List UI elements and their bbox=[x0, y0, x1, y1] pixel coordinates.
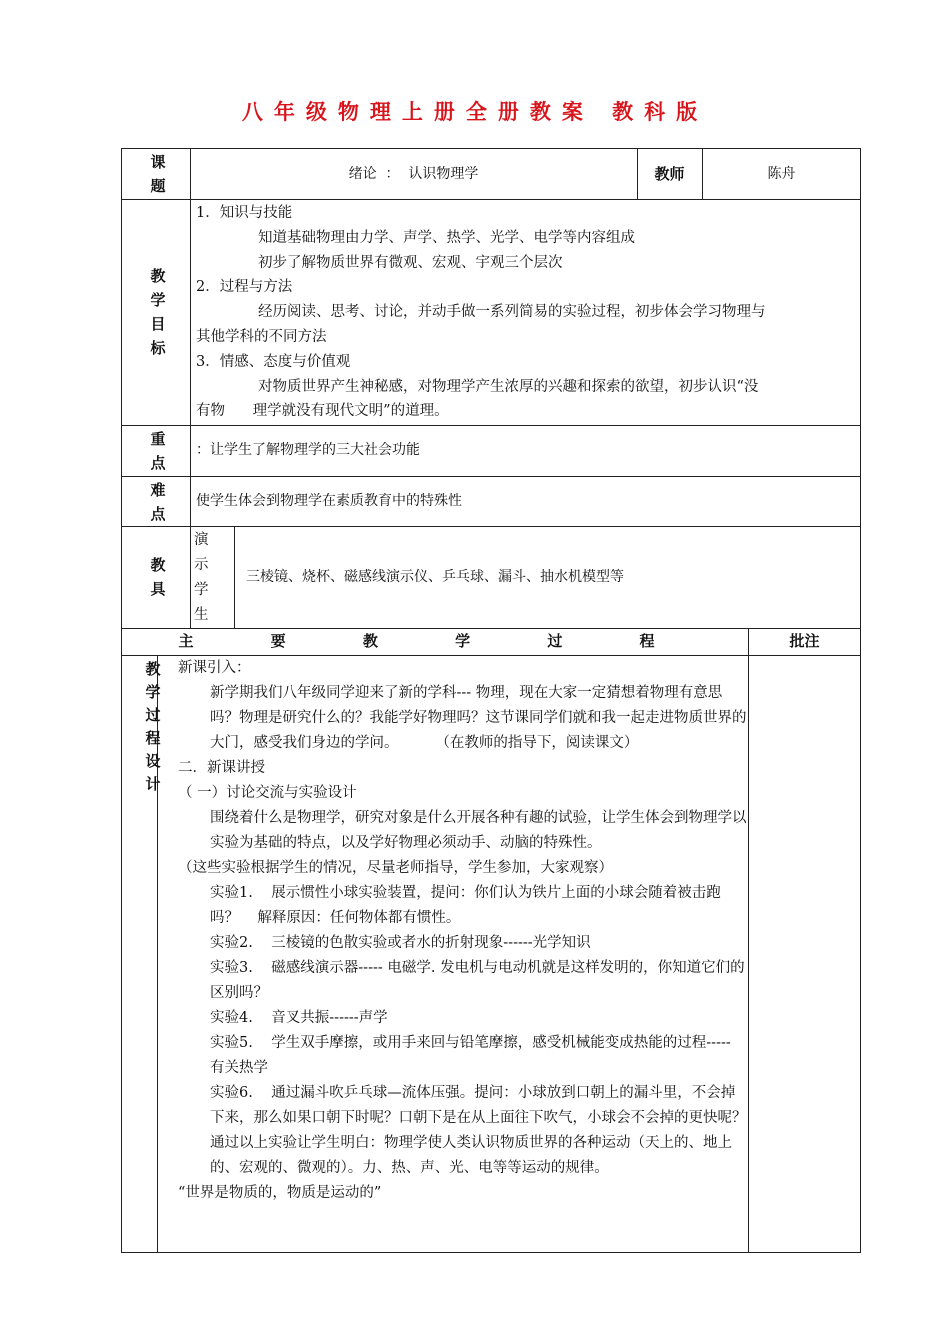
row-divider bbox=[121, 526, 861, 527]
teacher-value: 陈舟 bbox=[767, 166, 796, 182]
process-line: 实验5. 学生双手摩擦，或用手来回与铅笔摩擦，感受机械能变成热能的过程----- 有关热学 bbox=[210, 1035, 736, 1076]
process-header-main: 主 要 教 学 过 程 bbox=[178, 632, 691, 650]
process-line: 围绕着什么是物理学，研究对象是什么开展各种有趣的试验，让学生体会到物理学以实验为基础的特点，以及学好物理必须动手、动脑的特殊性。 bbox=[210, 810, 747, 851]
tools-text: 三棱镜、烧杯、磁感线演示仪、乒乓球、漏斗、抽水机模型等 bbox=[246, 569, 624, 585]
process-header-notes: 批注 bbox=[789, 632, 820, 650]
row-divider bbox=[121, 425, 861, 426]
process-line: 实验2. 三棱镜的色散实验或者水的折射现象------光学知识 bbox=[210, 935, 591, 951]
key-point-text: ：让学生了解物理学的三大社会功能 bbox=[196, 442, 420, 458]
process-line: （这些实验根据学生的情况，尽量老师指导，学生参加，大家观察） bbox=[178, 860, 613, 876]
row-divider bbox=[121, 199, 861, 200]
topic-value: 绪论 ： 认识物理学 bbox=[348, 166, 479, 182]
process-line: 实验4. 音叉共振------声学 bbox=[210, 1010, 388, 1026]
process-line: 二．新课讲授 bbox=[178, 760, 265, 776]
topic-label: 课题 bbox=[150, 153, 166, 195]
col-divider bbox=[190, 148, 191, 628]
process-line: 通过以上实验让学生明白：物理学使人类认识物质世界的各种运动（天上的、地上的、宏观的、微观的）。力、热、声、光、电等等运动的规律。 bbox=[210, 1135, 732, 1176]
process-line: 实验6. 通过漏斗吹乒乓球—流体压强。提问：小球放到口朝上的漏斗里，不会掉下来，那么如果口朝下时呢？口朝下是在从上面往下吹气，小球会不会掉的更快呢？ bbox=[210, 1085, 747, 1126]
objective-line: 经历阅读、思考、讨论，并动手做一系列简易的实验过程，初步体会学习物理与 bbox=[258, 304, 766, 321]
process-line: “世界是物质的，物质是运动的” bbox=[178, 1185, 382, 1201]
objective-line: 对物质世界产生神秘感，对物理学产生浓厚的兴趣和探索的欲望，初步认识“没 bbox=[258, 378, 759, 395]
process-label: 教学过程设计 bbox=[145, 660, 161, 793]
difficulty-label: 难点 bbox=[150, 481, 166, 523]
objective-line: 初步了解物质世界有微观、宏观、宇观三个层次 bbox=[258, 254, 563, 271]
objective-line: 3．情感、态度与价值观 bbox=[196, 353, 351, 370]
difficulty-text: 使学生体会到物理学在素质教育中的特殊性 bbox=[196, 493, 462, 509]
objective-line: 1．知识与技能 bbox=[196, 205, 293, 221]
process-line: 新课引入： bbox=[178, 660, 251, 676]
tools-label: 教具 bbox=[150, 556, 166, 598]
col-divider bbox=[234, 526, 235, 628]
objective-line: 2．过程与方法 bbox=[196, 279, 293, 296]
objectives-label: 教学目标 bbox=[150, 267, 166, 357]
process-line: （ 一）讨论交流与实验设计 bbox=[178, 785, 357, 801]
objective-line: 知道基础物理由力学、声学、热学、光学、电学等内容组成 bbox=[258, 229, 635, 246]
objectives-content bbox=[196, 201, 856, 424]
teacher-label: 教师 bbox=[654, 165, 685, 183]
objective-line: 其他学科的不同方法 bbox=[196, 328, 327, 345]
objective-line: 有物 理学就没有现代文明”的道理。 bbox=[196, 403, 449, 420]
key-point-label: 重点 bbox=[150, 430, 166, 472]
process-line: 实验1. 展示惯性小球实验装置，提问：你们认为铁片上面的小球会随着被击跑吗？ 解释原因：任何物体都有惯性。 bbox=[210, 885, 721, 926]
process-line: 新学期我们八年级同学迎来了新的学科--- 物理，现在大家一定猜想着物理有意思吗？物理是研究什么的？我能学好物理吗？这节课同学们就和我一起走进物质世界的大门，感受我们身边的学问。 （在教师的指导下，阅读课文） bbox=[210, 685, 747, 751]
tools-sublabel: 演示学生 bbox=[194, 532, 209, 623]
row-divider bbox=[121, 476, 861, 477]
process-line: 实验3. 磁感线演示器----- 电磁学. 发电机与电动机就是这样发明的，你知道它们的区别吗？ bbox=[210, 960, 745, 1001]
process-content bbox=[178, 656, 748, 1206]
col-divider bbox=[748, 628, 749, 1253]
page-title: 八年级物理上册全册教案 教科版 bbox=[241, 100, 709, 124]
